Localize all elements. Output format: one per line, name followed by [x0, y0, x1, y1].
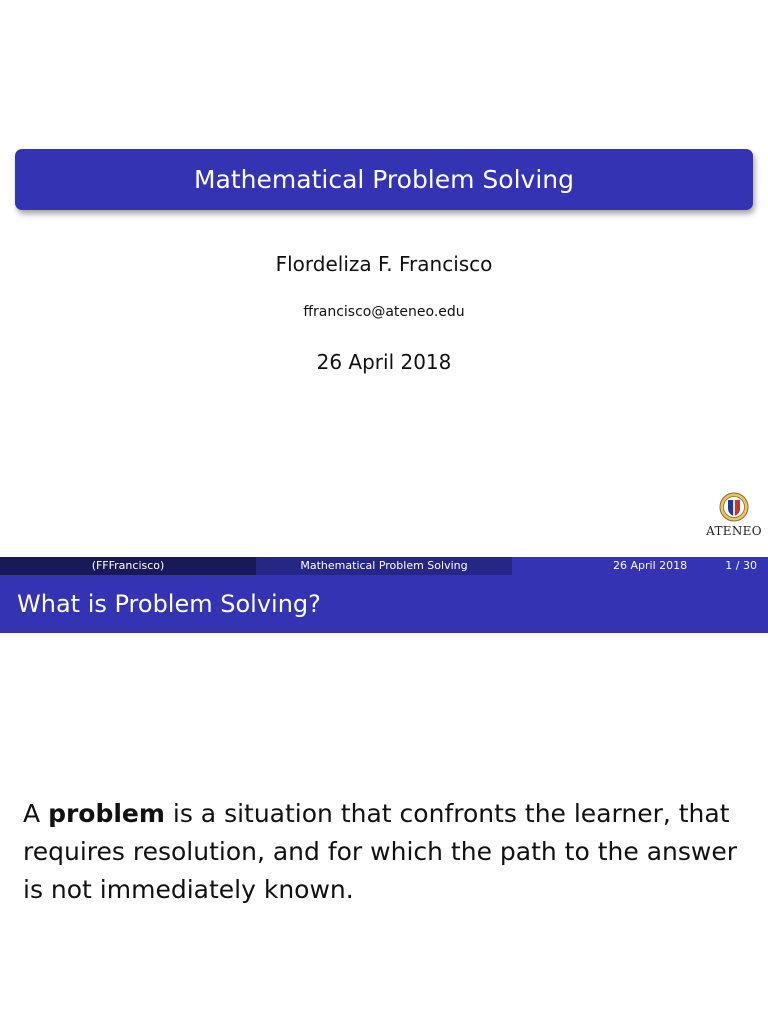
content-slide — [0, 575, 768, 1024]
ateneo-seal-icon — [719, 492, 749, 522]
definition-prefix: A — [23, 799, 49, 828]
definition-text: is a situation that confronts the learner, that requires resolution, and for which the path to the answer is not immediately known. — [23, 799, 738, 904]
presentation-title: Mathematical Problem Solving — [15, 149, 753, 210]
definition-paragraph — [23, 795, 753, 909]
presentation-date: 26 April 2018 — [316, 350, 452, 374]
author-name: Flordeliza F. Francisco — [275, 252, 493, 276]
footline-author: (FFFrancisco) — [0, 557, 256, 575]
slide-footline — [0, 557, 768, 575]
author-email: ffrancisco@ateneo.edu — [303, 304, 465, 320]
footline-date-section — [512, 557, 768, 575]
ateneo-logo — [700, 490, 768, 542]
page-number: 1 / 30 — [725, 559, 757, 572]
logo-text: ATENEO — [706, 524, 762, 538]
footline-date: 26 April 2018 — [613, 559, 688, 572]
footline-title: Mathematical Problem Solving — [256, 557, 512, 575]
definition-term: problem — [48, 799, 165, 828]
frame-title: What is Problem Solving? — [0, 575, 768, 633]
